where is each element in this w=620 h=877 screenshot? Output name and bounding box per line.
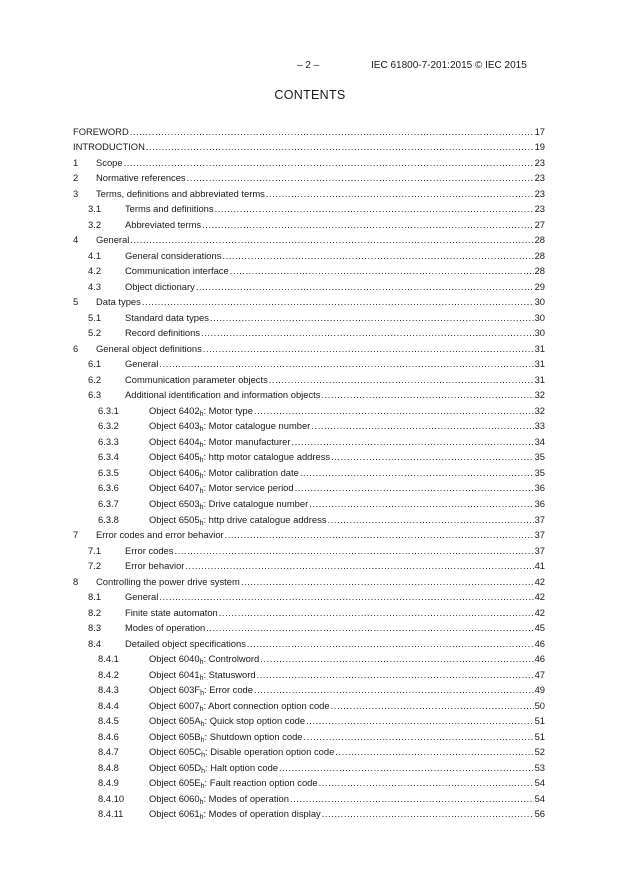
- toc-entry-number: 6.3.3: [98, 435, 119, 447]
- dot-leader: [247, 637, 534, 651]
- toc-entry[interactable]: [0, 326, 620, 340]
- toc-entry[interactable]: [0, 342, 620, 356]
- dot-leader: [260, 652, 533, 666]
- hex-subscript: h: [199, 488, 204, 496]
- toc-entry-page-number: 45: [534, 622, 545, 634]
- toc-entry-title-object: Object 6007: [149, 699, 200, 711]
- dot-leader: [174, 544, 533, 558]
- toc-entry-title-object: Object 605E: [149, 777, 201, 789]
- dot-leader: [185, 559, 533, 573]
- hex-subscript: h: [200, 690, 204, 698]
- toc-entry-page-number: 33: [534, 420, 545, 432]
- dot-leader: [266, 187, 534, 201]
- toc-entry-title-object: Object 605D: [149, 761, 202, 773]
- hex-subscript: h: [200, 783, 205, 791]
- toc-entry-title: [149, 466, 300, 480]
- dot-leader: [300, 466, 534, 480]
- toc-entry[interactable]: [0, 435, 620, 449]
- toc-entry[interactable]: [0, 559, 620, 573]
- toc-entry-page-number: 37: [534, 513, 545, 525]
- hex-subscript: h: [199, 674, 204, 682]
- toc-entry-title-object: Object 6060: [149, 792, 200, 804]
- toc-entry-title-description: : Quick stop option code: [204, 715, 306, 727]
- dot-leader: [304, 730, 534, 744]
- toc-entry[interactable]: [0, 311, 620, 325]
- toc-entry-number: 6.2: [88, 373, 102, 385]
- toc-entry-page-number: 46: [534, 637, 545, 649]
- hex-subscript: h: [200, 736, 205, 744]
- toc-entry-page-number: 19: [534, 141, 545, 153]
- toc-entry-title: Error codes: [125, 544, 174, 556]
- toc-entry-title: Data types: [96, 296, 141, 308]
- toc-entry-page-number: 32: [534, 389, 545, 401]
- toc-entry-number: 8.4.2: [98, 668, 119, 680]
- toc-entry-title-object: Object 6040: [149, 653, 200, 665]
- toc-entry-title: [149, 807, 322, 821]
- toc-entry[interactable]: [0, 450, 620, 464]
- dot-leader: [321, 388, 533, 402]
- toc-entry-number: 8.4.1: [98, 653, 119, 665]
- toc-entry-page-number: 53: [534, 761, 545, 773]
- hex-subscript: h: [199, 814, 204, 822]
- toc-entry-number: 8.2: [88, 606, 102, 618]
- toc-entry[interactable]: [0, 544, 620, 558]
- dot-leader: [254, 404, 534, 418]
- toc-entry-title-description: : Fault reaction option code: [204, 777, 318, 789]
- toc-entry-page-number: 30: [534, 296, 545, 308]
- toc-entry-title: Terms, definitions and abbreviated terms: [96, 187, 265, 199]
- toc-entry-number: 8.4.11: [98, 808, 124, 820]
- toc-entry-title-description: : Disable operation option code: [205, 746, 335, 758]
- toc-entry-page-number: 27: [534, 218, 545, 230]
- toc-entry-title: [149, 761, 279, 775]
- toc-entry[interactable]: [0, 575, 620, 589]
- toc-entry[interactable]: [0, 761, 620, 775]
- toc-entry-number: 8.4.9: [98, 777, 119, 789]
- toc-entry-page-number: 28: [534, 265, 545, 277]
- toc-entry-page-number: 50: [534, 699, 545, 711]
- hex-subscript: h: [199, 441, 204, 449]
- toc-entry[interactable]: [0, 792, 620, 806]
- toc-entry[interactable]: [0, 202, 620, 216]
- toc-entry-title-description: : Halt option code: [205, 761, 278, 773]
- dot-leader: [130, 125, 534, 139]
- toc-entry-page-number: 54: [534, 777, 545, 789]
- toc-entry-title-description: : http drive catalogue address: [203, 513, 327, 525]
- toc-entry-number: 8.4.8: [98, 761, 119, 773]
- dot-leader: [335, 745, 533, 759]
- toc-entry[interactable]: [0, 683, 620, 697]
- toc-entry-page-number: 23: [534, 187, 545, 199]
- dot-leader: [201, 326, 534, 340]
- toc-entry[interactable]: [0, 776, 620, 790]
- toc-entry-page-number: 23: [534, 172, 545, 184]
- toc-entry[interactable]: [0, 652, 620, 666]
- toc-entry-page-number: 37: [534, 529, 545, 541]
- toc-entry-number: 8.4.4: [98, 699, 119, 711]
- toc-entry-title-description: : Motor service period: [203, 482, 294, 494]
- dot-leader: [203, 342, 534, 356]
- hex-subscript: h: [199, 457, 204, 465]
- toc-entry[interactable]: [0, 357, 620, 371]
- toc-entry[interactable]: [0, 528, 620, 542]
- toc-entry-title-description: : Motor type: [203, 404, 253, 416]
- toc-entry-page-number: 49: [534, 684, 545, 696]
- toc-entry-number: 8.4.3: [98, 684, 119, 696]
- dot-leader: [230, 264, 534, 278]
- toc-entry-number: 6.3.6: [98, 482, 119, 494]
- toc-entry-title: Additional identification and information objects: [125, 389, 321, 401]
- toc-entry-number: 4: [73, 234, 79, 246]
- dot-leader: [130, 233, 533, 247]
- toc-entry-title: General considerations: [125, 249, 222, 261]
- toc-entry[interactable]: [0, 714, 620, 728]
- toc-entry-title: [149, 792, 290, 806]
- toc-entry-number: 8.4.5: [98, 715, 119, 727]
- toc-entry-page-number: 31: [534, 373, 545, 385]
- dot-leader: [210, 311, 534, 325]
- toc-entry-title-object: Object 6403: [149, 420, 200, 432]
- dot-leader: [254, 683, 534, 697]
- dot-leader: [257, 668, 534, 682]
- toc-entry-number: 3: [73, 187, 79, 199]
- toc-entry-title-object: Object 6404: [149, 435, 200, 447]
- toc-entry-page-number: 37: [534, 544, 545, 556]
- dot-leader: [331, 699, 534, 713]
- toc-entry-title-object: Object 6402: [149, 404, 200, 416]
- toc-entry-title: Modes of operation: [125, 622, 206, 634]
- toc-entry-page-number: 30: [534, 327, 545, 339]
- toc-entry-number: 6.3.4: [98, 451, 119, 463]
- toc-entry[interactable]: [0, 745, 620, 759]
- toc-entry-title: [149, 699, 331, 713]
- toc-entry-title: Standard data types: [125, 311, 209, 323]
- hex-subscript: h: [199, 410, 204, 418]
- toc-entry[interactable]: [0, 187, 620, 201]
- toc-entry-number: 5.1: [88, 311, 102, 323]
- toc-entry-number: 8.1: [88, 591, 102, 603]
- hex-subscript: h: [201, 767, 206, 775]
- toc-entry-title: [149, 668, 257, 682]
- page-title: CONTENTS: [274, 88, 346, 102]
- toc-entry-page-number: 51: [534, 730, 545, 742]
- toc-entry-number: 6.3: [88, 389, 102, 401]
- toc-entry-number: 1: [73, 156, 79, 168]
- toc-entry[interactable]: [0, 637, 620, 651]
- toc-entry-number: 6.3.1: [98, 404, 119, 416]
- toc-entry-number: 4.3: [88, 280, 102, 292]
- toc-entry-title: [149, 683, 254, 697]
- dot-leader: [146, 140, 534, 154]
- hex-subscript: h: [199, 503, 204, 511]
- toc-entry-page-number: 42: [534, 575, 545, 587]
- toc-entry-number: 2: [73, 172, 79, 184]
- toc-entry-title-object: Object 6406: [149, 466, 200, 478]
- toc-entry[interactable]: [0, 513, 620, 527]
- toc-entry[interactable]: [0, 481, 620, 495]
- toc-entry-title-object: Object 6405: [149, 451, 200, 463]
- toc-entry-title-description: : Modes of operation: [203, 792, 289, 804]
- toc-entry-page-number: 17: [534, 125, 545, 137]
- dot-leader: [159, 590, 533, 604]
- dot-leader: [319, 776, 534, 790]
- toc-entry-page-number: 46: [534, 653, 545, 665]
- toc-entry-title: [149, 481, 295, 495]
- toc-entry-number: 6: [73, 342, 79, 354]
- dot-leader: [206, 621, 533, 635]
- toc-entry-title: Record definitions: [125, 327, 201, 339]
- hex-subscript: h: [199, 519, 204, 527]
- dot-leader: [327, 513, 533, 527]
- toc-entry-title: [149, 450, 331, 464]
- toc-entry-page-number: 41: [534, 560, 545, 572]
- hex-subscript: h: [199, 705, 204, 713]
- dot-leader: [219, 606, 534, 620]
- toc-entry-page-number: 42: [534, 591, 545, 603]
- toc-entry-page-number: 31: [534, 342, 545, 354]
- toc-entry-title-description: : http motor catalogue address: [203, 451, 331, 463]
- toc-entry-page-number: 42: [534, 606, 545, 618]
- toc-entry[interactable]: [0, 404, 620, 418]
- toc-entry-title: General: [125, 358, 159, 370]
- page-number-header: – 2 –: [297, 60, 320, 71]
- toc-entry[interactable]: [0, 466, 620, 480]
- dot-leader: [215, 202, 534, 216]
- toc-entry-number: 8.4: [88, 637, 102, 649]
- toc-entry-title: [149, 652, 260, 666]
- toc-entry-page-number: 29: [534, 280, 545, 292]
- toc-entry[interactable]: [0, 590, 620, 604]
- toc-entry-title: Scope: [96, 156, 123, 168]
- dot-leader: [306, 714, 533, 728]
- dot-leader: [269, 373, 534, 387]
- toc-entry[interactable]: [0, 373, 620, 387]
- toc-entry-number: 8.4.10: [98, 792, 125, 804]
- toc-entry-number: 6.3.5: [98, 466, 119, 478]
- toc-entry-title-object: Object 605B: [149, 730, 201, 742]
- toc-entry-number: 6.3.8: [98, 513, 119, 525]
- dot-leader: [290, 792, 534, 806]
- toc-entry-page-number: 23: [534, 156, 545, 168]
- toc-entry[interactable]: [0, 280, 620, 294]
- toc-entry-title: [149, 435, 291, 449]
- toc-entry-title-object: Object 6041: [149, 668, 200, 680]
- toc-entry-title-object: Object 605C: [149, 746, 202, 758]
- hex-subscript: h: [201, 752, 206, 760]
- toc-entry-title: [149, 419, 311, 433]
- toc-entry-title: [149, 745, 335, 759]
- toc-entry[interactable]: [0, 621, 620, 635]
- hex-subscript: h: [199, 798, 204, 806]
- toc-entry-number: 5: [73, 296, 79, 308]
- toc-entry-title-object: Object 603F: [149, 684, 201, 696]
- toc-entry-number: 7: [73, 529, 79, 541]
- toc-entry-title-object: Object 6505: [149, 513, 200, 525]
- dot-leader: [159, 357, 533, 371]
- toc-entry-title-object: Object 605A: [149, 715, 201, 727]
- toc-entry-title: [149, 404, 254, 418]
- toc-entry-page-number: 56: [534, 808, 545, 820]
- dot-leader: [202, 218, 533, 232]
- toc-entry-number: 6.3.2: [98, 420, 119, 432]
- toc-entry-title: [149, 513, 327, 527]
- toc-entry-title: Controlling the power drive system: [96, 575, 240, 587]
- toc-entry[interactable]: [0, 419, 620, 433]
- dot-leader: [311, 419, 533, 433]
- toc-entry[interactable]: [0, 249, 620, 263]
- dot-leader: [322, 807, 534, 821]
- toc-entry-number: 4.2: [88, 265, 102, 277]
- toc-entry-page-number: 32: [534, 404, 545, 416]
- toc-entry[interactable]: [0, 497, 620, 511]
- dot-leader: [279, 761, 534, 775]
- toc-entry-title: FOREWORD: [73, 125, 129, 137]
- toc-entry-page-number: 30: [534, 311, 545, 323]
- toc-entry-title: Error codes and error behavior: [96, 529, 224, 541]
- toc-entry[interactable]: [0, 264, 620, 278]
- toc-entry-title-description: : Motor catalogue number: [203, 420, 311, 432]
- toc-entry[interactable]: [0, 156, 620, 170]
- toc-entry-title-object: Object 6061: [149, 808, 200, 820]
- toc-entry-title: General: [125, 591, 159, 603]
- toc-entry-title: Finite state automaton: [125, 606, 218, 618]
- toc-entry-number: 7.1: [88, 544, 102, 556]
- toc-entry-page-number: 28: [534, 249, 545, 261]
- dot-leader: [196, 280, 534, 294]
- toc-entry-title: [149, 776, 319, 790]
- toc-entry-title: Error behavior: [125, 560, 185, 572]
- dot-leader: [142, 295, 534, 309]
- toc-entry-page-number: 47: [534, 668, 545, 680]
- toc-entry[interactable]: [0, 699, 620, 713]
- toc-entry-title: Normative references: [96, 172, 186, 184]
- toc-entry-page-number: 36: [534, 482, 545, 494]
- toc-entry-title-description: : Motor manufacturer: [203, 435, 291, 447]
- toc-entry[interactable]: [0, 125, 620, 139]
- toc-entry-number: 4.1: [88, 249, 102, 261]
- toc-entry-page-number: 52: [534, 746, 545, 758]
- dot-leader: [295, 481, 534, 495]
- toc-entry[interactable]: [0, 140, 620, 154]
- hex-subscript: h: [199, 659, 204, 667]
- toc-entry-title: Detailed object specifications: [125, 637, 246, 649]
- toc-entry-page-number: 23: [534, 203, 545, 215]
- toc-entry-title: [149, 714, 306, 728]
- toc-entry-title: Communication parameter objects: [125, 373, 268, 385]
- toc-entry-number: 7.2: [88, 560, 102, 572]
- toc-entry[interactable]: [0, 171, 620, 185]
- hex-subscript: h: [200, 721, 205, 729]
- toc-entry-title-description: : Motor calibration date: [203, 466, 299, 478]
- toc-entry-number: 6.3.7: [98, 497, 119, 509]
- toc-entry-page-number: 35: [534, 466, 545, 478]
- dot-leader: [331, 450, 533, 464]
- toc-entry[interactable]: [0, 730, 620, 744]
- toc-entry-title: INTRODUCTION: [73, 141, 145, 153]
- dot-leader: [187, 171, 534, 185]
- toc-entry-page-number: 36: [534, 497, 545, 509]
- dot-leader: [225, 528, 534, 542]
- toc-entry[interactable]: [0, 606, 620, 620]
- toc-entry-page-number: 54: [534, 792, 545, 804]
- toc-entry-number: 8: [73, 575, 79, 587]
- toc-entry-title-description: : Abort connection option code: [203, 699, 330, 711]
- document-reference-header: IEC 61800-7-201:2015 © IEC 2015: [371, 60, 527, 71]
- toc-entry-title: General: [96, 234, 130, 246]
- toc-entry-page-number: 28: [534, 234, 545, 246]
- toc-entry[interactable]: [0, 218, 620, 232]
- toc-entry-page-number: 34: [534, 435, 545, 447]
- toc-entry-page-number: 31: [534, 358, 545, 370]
- dot-leader: [309, 497, 533, 511]
- toc-entry-title-object: Object 6407: [149, 482, 200, 494]
- toc-entry-number: 6.1: [88, 358, 102, 370]
- toc-entry-title-description: : Shutdown option code: [204, 730, 303, 742]
- toc-entry-title: Abbreviated terms: [125, 218, 202, 230]
- toc-entry-title-description: : Drive catalogue number: [203, 497, 309, 509]
- dot-leader: [241, 575, 534, 589]
- dot-leader: [222, 249, 533, 263]
- toc-entry[interactable]: [0, 807, 620, 821]
- toc-entry-title-description: : Controlword: [203, 653, 260, 665]
- toc-entry-number: 5.2: [88, 327, 102, 339]
- toc-entry-number: 3.1: [88, 203, 102, 215]
- toc-entry-number: 8.3: [88, 622, 102, 634]
- toc-entry-title-object: Object 6503: [149, 497, 200, 509]
- toc-entry[interactable]: [0, 233, 620, 247]
- toc-entry-title: General object definitions: [96, 342, 202, 354]
- hex-subscript: h: [199, 472, 204, 480]
- toc-entry[interactable]: [0, 668, 620, 682]
- toc-entry-title: [149, 730, 304, 744]
- toc-entry-title: Terms and definitions: [125, 203, 214, 215]
- dot-leader: [124, 156, 534, 170]
- toc-entry-page-number: 35: [534, 451, 545, 463]
- toc-entry-title: [149, 497, 309, 511]
- toc-entry[interactable]: [0, 295, 620, 309]
- dot-leader: [291, 435, 533, 449]
- toc-entry-title-description: : Modes of operation display: [203, 808, 321, 820]
- toc-entry-title: Communication interface: [125, 265, 229, 277]
- toc-entry-title-description: : Statusword: [203, 668, 256, 680]
- toc-entry-number: 8.4.6: [98, 730, 119, 742]
- toc-entry-title-description: : Error code: [203, 684, 253, 696]
- toc-entry-number: 3.2: [88, 218, 102, 230]
- hex-subscript: h: [199, 426, 204, 434]
- toc-entry-title: Object dictionary: [125, 280, 195, 292]
- toc-entry-number: 8.4.7: [98, 746, 119, 758]
- toc-entry[interactable]: [0, 388, 620, 402]
- toc-entry-page-number: 51: [534, 715, 545, 727]
